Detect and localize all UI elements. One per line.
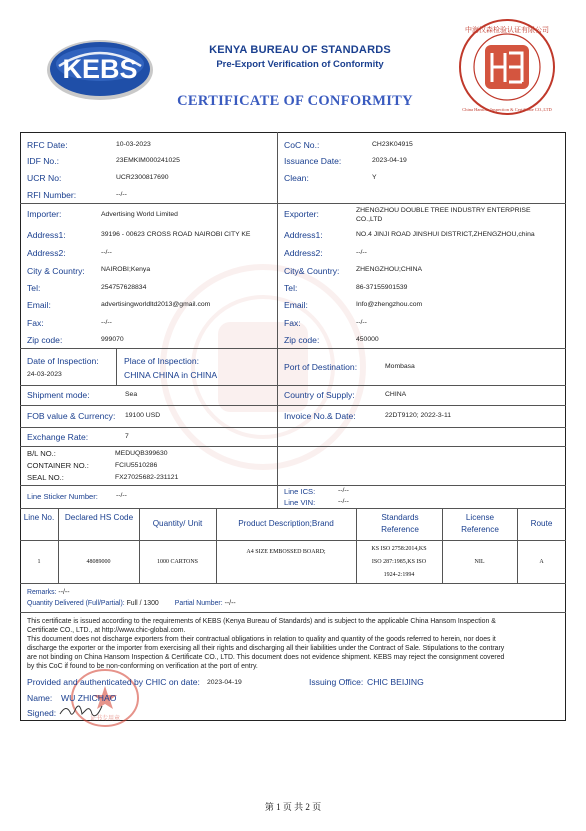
signature-image: [58, 700, 108, 722]
destination-port-label: Port of Destination:: [284, 362, 358, 372]
importer-label: Importer:: [27, 209, 62, 219]
issuing-office-label: Issuing Office:: [309, 677, 364, 687]
name-label: Name:: [27, 693, 53, 703]
chc-seal-logo: [458, 18, 556, 116]
ucr-value: UCR2300817690: [116, 174, 169, 181]
seal-text-top: 中海汉森检验认证有限公司: [465, 26, 549, 34]
provided-date: 2023-04-19: [207, 679, 242, 686]
exchange-rate-value: 7: [125, 433, 129, 440]
program-name: Pre-Export Verification of Conformity: [216, 59, 384, 70]
container-value: FCIU5510286: [115, 462, 158, 469]
sticker-label: Line Sticker Number:: [27, 492, 98, 501]
exporter-address2-value: --/--: [356, 249, 367, 256]
rfc-date-value: 10-03-2023: [116, 141, 151, 148]
exporter-value-line2: CO.,LTD: [356, 216, 383, 223]
partial-value: --/--: [224, 600, 236, 607]
fob-label: FOB value & Currency:: [27, 411, 116, 421]
rfi-label: RFI Number:: [27, 190, 77, 200]
container-label: CONTAINER NO.:: [27, 461, 89, 470]
col-desc-header: Product Description;Brand: [238, 519, 334, 528]
ucr-label: UCR No:: [27, 173, 62, 183]
exporter-city-label: City& Country:: [284, 266, 340, 276]
col-line-header: Line No.: [23, 513, 55, 522]
kebs-logo: [45, 36, 155, 102]
bl-label: B/L NO.:: [27, 449, 56, 458]
provided-label: Provided and authenticated by CHIC on date:: [27, 677, 200, 687]
line-ics-value: --/--: [338, 487, 349, 494]
importer-fax-value: --/--: [101, 319, 112, 326]
name-value: WU ZHICHAO: [61, 693, 117, 703]
row-standard-2: ISO 287:1985,KS ISO: [371, 559, 427, 565]
exporter-address1-value: NO.4 JINJI ROAD JINSHUI DISTRICT,ZHENGZHOU,china: [356, 231, 535, 238]
exporter-email-label: Email:: [284, 300, 308, 310]
exporter-fax-value: --/--: [356, 319, 367, 326]
exporter-zip-label: Zip code:: [284, 335, 320, 345]
importer-city-value: NAIROBI;Kenya: [101, 266, 151, 273]
clean-value: Y: [372, 174, 377, 181]
invoice-label: Invoice No.& Date:: [284, 411, 356, 421]
row-license: NIL: [474, 559, 485, 565]
inspection-date-value: 24-03-2023: [27, 371, 62, 378]
issuance-value: 2023-04-19: [372, 157, 407, 164]
kebs-logo-text: KEBS: [62, 54, 138, 84]
exporter-value-line1: ZHENGZHOU DOUBLE TREE INDUSTRY ENTERPRISE: [356, 207, 531, 214]
exporter-address2-label: Address2:: [284, 248, 323, 258]
page-number: 第 1 页 共 2 页: [264, 802, 322, 812]
legal-line-6: by this CoC if found to be non-conforming on verification at the port of entry.: [27, 663, 258, 670]
importer-email-value: advertisingworldltd2013@gmail.com: [101, 301, 211, 308]
importer-zip-value: 999070: [101, 336, 124, 343]
importer-value: Advertising World Limited: [101, 211, 178, 218]
quantity-delivered: [27, 599, 236, 609]
col-route-header: Route: [530, 519, 553, 528]
inspection-place-value: CHINA CHINA in CHINA: [124, 370, 218, 380]
legal-line-5: are not binding on China Hansom Inspection & Certificate CO., LTD. This document does not evidence shipment. KEBS may reject the consignment covered: [27, 654, 505, 661]
exporter-tel-label: Tel:: [284, 283, 298, 293]
exporter-fax-label: Fax:: [284, 318, 301, 328]
col-lic-header: License Reference: [461, 513, 499, 534]
importer-address2-label: Address2:: [27, 248, 66, 258]
document-title: CERTIFICATE OF CONFORMITY: [177, 93, 413, 109]
fob-value: 19100 USD: [125, 412, 161, 419]
importer-tel-label: Tel:: [27, 283, 41, 293]
invoice-value: 22DT9120; 2022-3-11: [385, 412, 452, 419]
importer-address2-value: --/--: [101, 249, 112, 256]
exporter-label: Exporter:: [284, 209, 319, 219]
partial-label: Partial Number:: [174, 600, 223, 607]
col-std-header: Standards Reference: [381, 513, 419, 534]
col-qty-header: Quantity/ Unit: [152, 519, 203, 528]
coc-label: CoC No.:: [284, 140, 320, 150]
legal-line-1: This certificate is issued according to the requirements of KEBS (Kenya Bureau of Standards) and is subject to the applicable China Hansom Inspection &: [27, 618, 496, 625]
exporter-email-value: Info@zhengzhou.com: [356, 301, 423, 308]
importer-city-label: City & Country:: [27, 266, 85, 276]
row-standard-1: KS ISO 2758:2014,KS: [371, 546, 427, 552]
inspection-place-label: Place of Inspection:: [124, 356, 200, 366]
supply-country-label: Country of Supply:: [284, 390, 355, 400]
qty-delivered-value: Full / 1300: [126, 600, 159, 607]
legal-line-2: Certificate CO., LTD., at http://www.chic-global.com.: [27, 627, 186, 634]
rfi-value: --/--: [116, 191, 127, 198]
clean-label: Clean:: [284, 173, 309, 183]
row-description: A4 SIZE EMBOSSED BOARD;: [246, 549, 326, 555]
line-vin-value: --/--: [338, 498, 349, 505]
importer-address1-label: Address1:: [27, 230, 66, 240]
idf-value: 23EMKIM000241025: [116, 157, 180, 164]
stamp-text: 证书专用章: [89, 715, 121, 722]
exchange-rate-label: Exchange Rate:: [27, 432, 89, 442]
destination-port-value: Mombasa: [385, 363, 415, 370]
row-quantity: 1000 CARTONS: [156, 559, 199, 565]
row-line: 1: [37, 559, 41, 565]
importer-email-label: Email:: [27, 300, 51, 310]
remarks-value: --/--: [58, 589, 70, 596]
importer-fax-label: Fax:: [27, 318, 44, 328]
sticker-value: --/--: [116, 492, 127, 499]
importer-zip-label: Zip code:: [27, 335, 63, 345]
exporter-address1-label: Address1:: [284, 230, 323, 240]
idf-label: IDF No.:: [27, 156, 59, 166]
row-standard-3: 1924-2:1994: [383, 572, 415, 578]
org-name: KENYA BUREAU OF STANDARDS: [209, 44, 391, 56]
line-ics-label: Line ICS:: [284, 487, 316, 496]
seal-text-bottom: China Hansom Inspection & Certificate CO.,LTD: [462, 107, 552, 112]
bl-value: MEDUQB399630: [115, 450, 168, 457]
coc-value: CH23K04915: [372, 141, 413, 148]
inspection-date-label: Date of Inspection:: [27, 356, 99, 366]
line-vin-label: Line VIN:: [284, 498, 316, 507]
seal-number-label: SEAL NO.:: [27, 473, 64, 482]
supply-country-value: CHINA: [385, 391, 407, 398]
exporter-zip-value: 450000: [356, 336, 379, 343]
issuance-label: Issuance Date:: [284, 156, 342, 166]
remarks: [27, 588, 70, 598]
shipment-mode-value: Sea: [125, 391, 138, 398]
shipment-mode-label: Shipment mode:: [27, 390, 90, 400]
importer-address1-value: 39196 - 00623 CROSS ROAD NAIROBI CITY KE: [101, 231, 251, 238]
signed-label: Signed:: [27, 708, 57, 718]
qty-delivered-label: Quantity Delivered (Full/Partial):: [27, 600, 125, 607]
row-hs-code: 48089000: [86, 559, 111, 565]
legal-line-4: discharge the exporter or the importer from exercising all their rights and discharging all their liabilities under the Contract of Sale. Stipulations to the contrary: [27, 645, 505, 652]
seal-number-value: FX27025682-231121: [115, 474, 179, 481]
row-route: A: [539, 559, 544, 565]
exporter-tel-value: 86-37155901539: [356, 284, 408, 291]
issuing-office-value: CHIC BEIJING: [367, 677, 424, 687]
rfc-date-label: RFC Date:: [27, 140, 68, 150]
legal-line-3: This document does not discharge exporters from their contractual obligations in relation to quality and quantity of the goods referred to herein, nor does it: [27, 636, 496, 643]
importer-tel-value: 254757628834: [101, 284, 147, 291]
remarks-label: Remarks:: [27, 589, 57, 596]
col-hs-header: Declared HS Code: [64, 513, 134, 522]
exporter-city-value: ZHENGZHOU;CHINA: [356, 266, 423, 273]
